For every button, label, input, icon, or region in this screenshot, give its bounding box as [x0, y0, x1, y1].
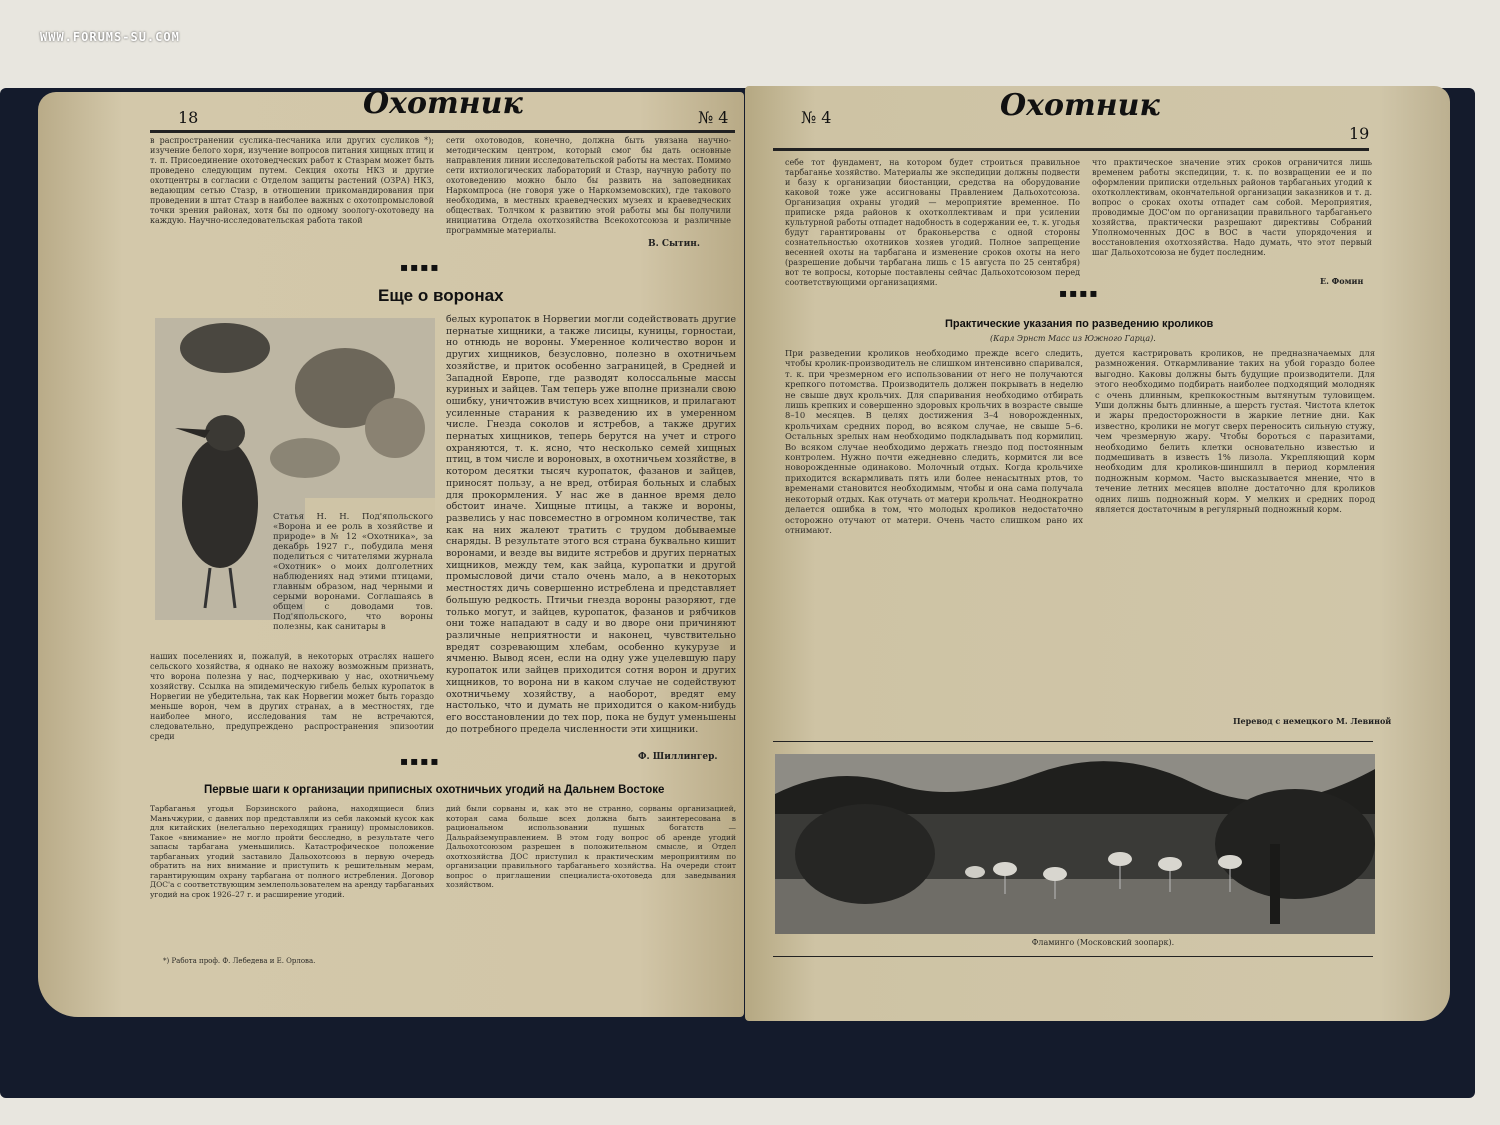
rabbits-col-1: При разведении кроликов необходимо прежде всего следить, чтобы кролик-производитель не слишком интенсивно спаривался, т. к. при чрезмерном его использовании от него не получаются крепкого потомства. Производитель должен покрывать в неделю не свыше двух крольчих. Для спаривания необходимо отбирать лишь крепких и совершенно здоровых крольчих в возрасте свыше 8–10 месяцев. В целях достижения 3–4 новорожденных, крольчихам средних пород, во всяком случае, не свыше 5–6. Остальных зрелых нам необходимо подкладывать под кормилиц. Во всяком случае необходимо держать гнездо под постоянным контролем. Нужно почти ежедневно следить, кормится ли все новорожденные одинаково. Молочный отдых. Когда крольчихе приходится вскармливать пять или более ненасытных ртов, то временами становится необходимым, чтобы и она сама получала некоторый отдых. Как отучать от матери крольчат. Неоднократно делается ошибка в том, что молодых кроликов недостаточно осторожно отучают от матери. Очень часто слишком рано их отнимают.	[785, 348, 1083, 535]
article-title-crows: Еще о воронах	[378, 286, 504, 305]
photo-caption: Фламинго (Московский зоопарк).	[1031, 938, 1175, 947]
rabbits-col-2: дуется кастрировать кроликов, не предназначаемых для размножения. Откармливание таких на убой гораздо более выгодно. Каковы должны быть будущие производители. Для этого необходимо подбирать наиболее подходящий молодняк с очень длинным, крепкокостным вытянутым туловищем. Уши должны быть длинные, а шерсть густая. Чистота клеток и жары предосторожности в жаркие летние дни. Как известно, кролики не могут сверх переносить сильную стужу, чем чрезмерную жару. Чтобы бороться с паразитами, необходимо белить клетки основательно известью и подмешивать в известь 1% лизола. Укрепляющий корм необходим для кроликов-шиншилл в период кормления подножным кормом. Часто высказывается мнение, что в течение летних месяцев вполне достаточно для кроликов одних лишь подножный корм. У мелких и средних пород является достаточным в регулярный подножный корм.	[1095, 348, 1375, 515]
right-top-col-2: что практическое значение этих сроков ограничится лишь временем работы экспедиции, т. к. по возвращении ее и по оформлении приписки отдельных районов тарбаганьих угодий к охотколлективам, окончательной организации заказников и т. д. вопрос о сроках охоты отпадет сам собой. Мероприятия, проводимые ДОС'ом по организации правильного тарбаганьего хозяйства, практически разрешают директивы Собраний Уполномоченных ДОС в ВОС в части упорядочения и восстановления охотхозяйства. Надо думать, что этот первый шаг Дальохотсоюза не будет последним.	[1092, 158, 1372, 257]
left-page	[38, 86, 744, 1017]
article-title-far-east: Первые шаги к организации приписных охотничьих угодий на Дальнем Востоке	[204, 784, 665, 796]
right-page	[745, 86, 1450, 1021]
right-signature-top: Е. Фомин	[1320, 276, 1364, 286]
rabbits-byline: (Карл Эрнст Масс из Южного Гарца).	[990, 334, 1156, 343]
crows-caption: Статья Н. Н. Под'япольского «Ворона и ее роль в хозяйстве и природе» в № 12 «Охотника», за декабрь 1927 г., побудила меня поделиться с читателями журнала «Охотник» о моих долголетних наблюдениях над этими птицами, главным образом, над черными и серыми воронами. Соглашаясь в общем с доводами тов. Под'япольского, что вороны полезны, как санитары в	[273, 512, 433, 632]
watermark: WWW.FORUMS-SU.COM	[40, 30, 180, 44]
footnote: *) Работа проф. Ф. Лебедева и Е. Орлова.	[163, 957, 316, 965]
left-issue-number: № 4	[698, 108, 729, 127]
left-header-rule	[150, 130, 735, 133]
translator-credit: Перевод с немецкого М. Левиной	[1233, 716, 1392, 726]
crows-col-right: белых куропаток в Норвегии могли содействовать другие пернатые хищники, а также лисицы, куницы, горностаи, но отнюдь не вороны. Умеренное количество ворон и других хищников, безусловно, полезно в охотничьем хозяйстве, и приток особенно заграницей, в Средней и Западной Европе, где разводят колоссальные массы куриных и зайцев. Там теперь уже вполне признали свою ошибку, уничтожив вчистую всех хищников, и прилагают усиленные старания к разведению их в умеренном числе. Гнезда соколов и ястребов, а также других пернатых хищников, теперь берутся на учет и строго охраняются, т. к. ясно, что несколько семей хищных птиц, в том числе и вороновых, в охотничьем хозяйстве, в котором десятки тысяч куропаток, фазанов и зайцев, приносят пользу, а не вред, отбирая больных и слабых для прокормления. У нас же в данное время дело обстоит иначе. Хищные птицы, а также и вороны, развелись у нас повсеместно в огромном количестве, так как на них жалеют тратить с трудом добываемые снаряды. В результате этого вся страна буквально кишит воронами, и везде вы видите ястребов и других пернатых хищников, между тем, как зайца, куропатки и другой промысловой дичи стало очень мало, а в некоторых местностях дичь совершенно истреблена и представляет большую редкость. Птичьи гнезда вороны разоряют, где только могут, и зайцев, куропаток, фазанов и рябчиков они тоже нападают в саду и во дворе они причиняют различные неприятности и наконец, чувствительно вредят созревающим хлебам, особенно кукурузе и ячменю. Вывод ясен, если на одну уже уцелевшую пару куропаток или зайцев приходится сотня ворон и других хищников, то ворона ни в каком случае не содействуют охотничьему хозяйству, а наоборот, вредят ему настолько, что и думать не приходится о каком-нибудь его восстановлении до тех пор, пока не будут уменьшены до потребного предела численности эти хищники.	[446, 314, 736, 735]
crows-col-left: наших поселениях и, пожалуй, в некоторых отраслях нашего сельского хозяйства, я однако не нахожу возможным признать, что ворона полезна у нас, подчеркиваю у нас, охотничьему хозяйству. Ссылка на эпидемическую гибель белых куропаток в Норвегии не убедительна, так как Норвегии может быть гораздо меньше ворон, чем в других странах, а в местностях, где наиболее много, исследования там не встречаются, следовательно, предупреждено распространения эпизоотии среди	[150, 652, 434, 741]
right-page-number: 19	[1349, 124, 1370, 143]
right-top-col-1: себе тот фундамент, на котором будет строиться правильное тарбаганье хозяйство. Материалы же экспедиции должны подвести и базу к организации биостанции, средства на оборудование каковой тоже уже ассигнованы Правлением Дальохотсоюза. Организация охраны угодий — мероприятие временное. По приписке ряда районов к охотколлективам и при усилении культурной работы отпадет надобность в содержании ее, т. к. угодья будут гарантированы от браконьерства с одной стороны сознательностью охотников хозяев угодий. Полное запрещение весенней охоты на тарбагана и изменение сроков охоты на него (разрешение добычи тарбагана лишь с 15 августа по 25 сентября) вот те вопросы, которые поставлены сейчас Дальохотсоюзом перед соответствующими организациями.	[785, 158, 1080, 287]
right-bottom-rule	[773, 956, 1373, 957]
left-signature-1: В. Сытин.	[648, 239, 701, 249]
section-separator: ▪▪▪▪	[400, 260, 441, 274]
right-masthead: Охотник	[1000, 88, 1160, 123]
left-signature-2: Ф. Шиллингер.	[638, 752, 718, 762]
right-mid-rule	[773, 741, 1373, 742]
far-east-col-left: Тарбаганья угодья Борзинского района, находящиеся близ Маньчжурии, с давних пор представляли из себя лакомый кусок как для китайских (нелегально переходящих границу) промысловиков. Такое «внимание» не могло пройти бесследно, в результате чего запасы тарбагана уменьшились. Катастрофическое положение тарбаганьих угодий заставило Дальохотсоюз в первую очередь обратить на них внимание и приступить к решительным мерам, гарантирующим охрану тарбагана от полного истребления. Договор ДОС'а с соответствующим землепользователем на аренду тарбаганьих угодий на срок 1926–27 г. и расширение угодий.	[150, 804, 434, 899]
section-separator-2: ▪▪▪▪	[400, 754, 441, 768]
left-masthead: Охотник	[363, 86, 523, 121]
left-top-col-2: сети охотоводов, конечно, должна быть увязана научно-методическим центром, который смог бы дать основные направления линии исследовательской работы на местах. Помимо сети ихтиологических лабораторий и Стазр, научную работу по охотоведению можно было бы развить на заповедниках Наркомпроса (не говоря уже о Наркомземовских), где такового необходима, в местных краеведческих музеях и краеведческих обществах. Толчком к развитию этой работы мы бы получили инициатива Отдела охотхозяйства Всекохотсоюза и различные программные материалы.	[446, 136, 731, 235]
far-east-col-right: дий были сорваны и, как это не странно, сорваны организацией, которая сама больше всех должна быть заинтересована в рациональном использовании пушных богатств — Дальрайземуправлением. В этом году вопрос об аренде угодий Дальохотсоюзом разрешен в положительном смысле, и Отдел охотхозяйства ДОС приступил к практическим мероприятиям по организации правильного тарбаганьего хозяйства. На очереди стоит вопрос о приглашении специалиста-охотоведа для заведывания хозяйством.	[446, 804, 736, 889]
right-header-rule	[773, 148, 1369, 151]
flamingo-photo	[775, 754, 1375, 934]
left-page-number: 18	[178, 108, 199, 127]
right-issue-number: № 4	[801, 108, 832, 127]
article-title-rabbits: Практические указания по разведению кроликов	[945, 318, 1214, 330]
right-section-separator: ▪▪▪▪	[1059, 286, 1100, 300]
left-top-col-1: в распространении суслика-песчаника или других сусликов *); изучение белого хоря, изучение вопросов питания хищных птиц и т. п. Присоединение охотоведческих работ к Стазрам может быть проведено следующим путем. Секция охоты НКЗ и другие охотцентры в согласии с Отделом защиты растений (ОЗРА) НКЗ, ведающим сетью Стазр, в отношении прикомандирования при проведении в штат Стазр в наиболее важных с охотопромысловой точки зрения районах, хотя бы по одному зоологу-охотоведу на каждую. Научно-исследовательская работа такой	[150, 136, 434, 225]
